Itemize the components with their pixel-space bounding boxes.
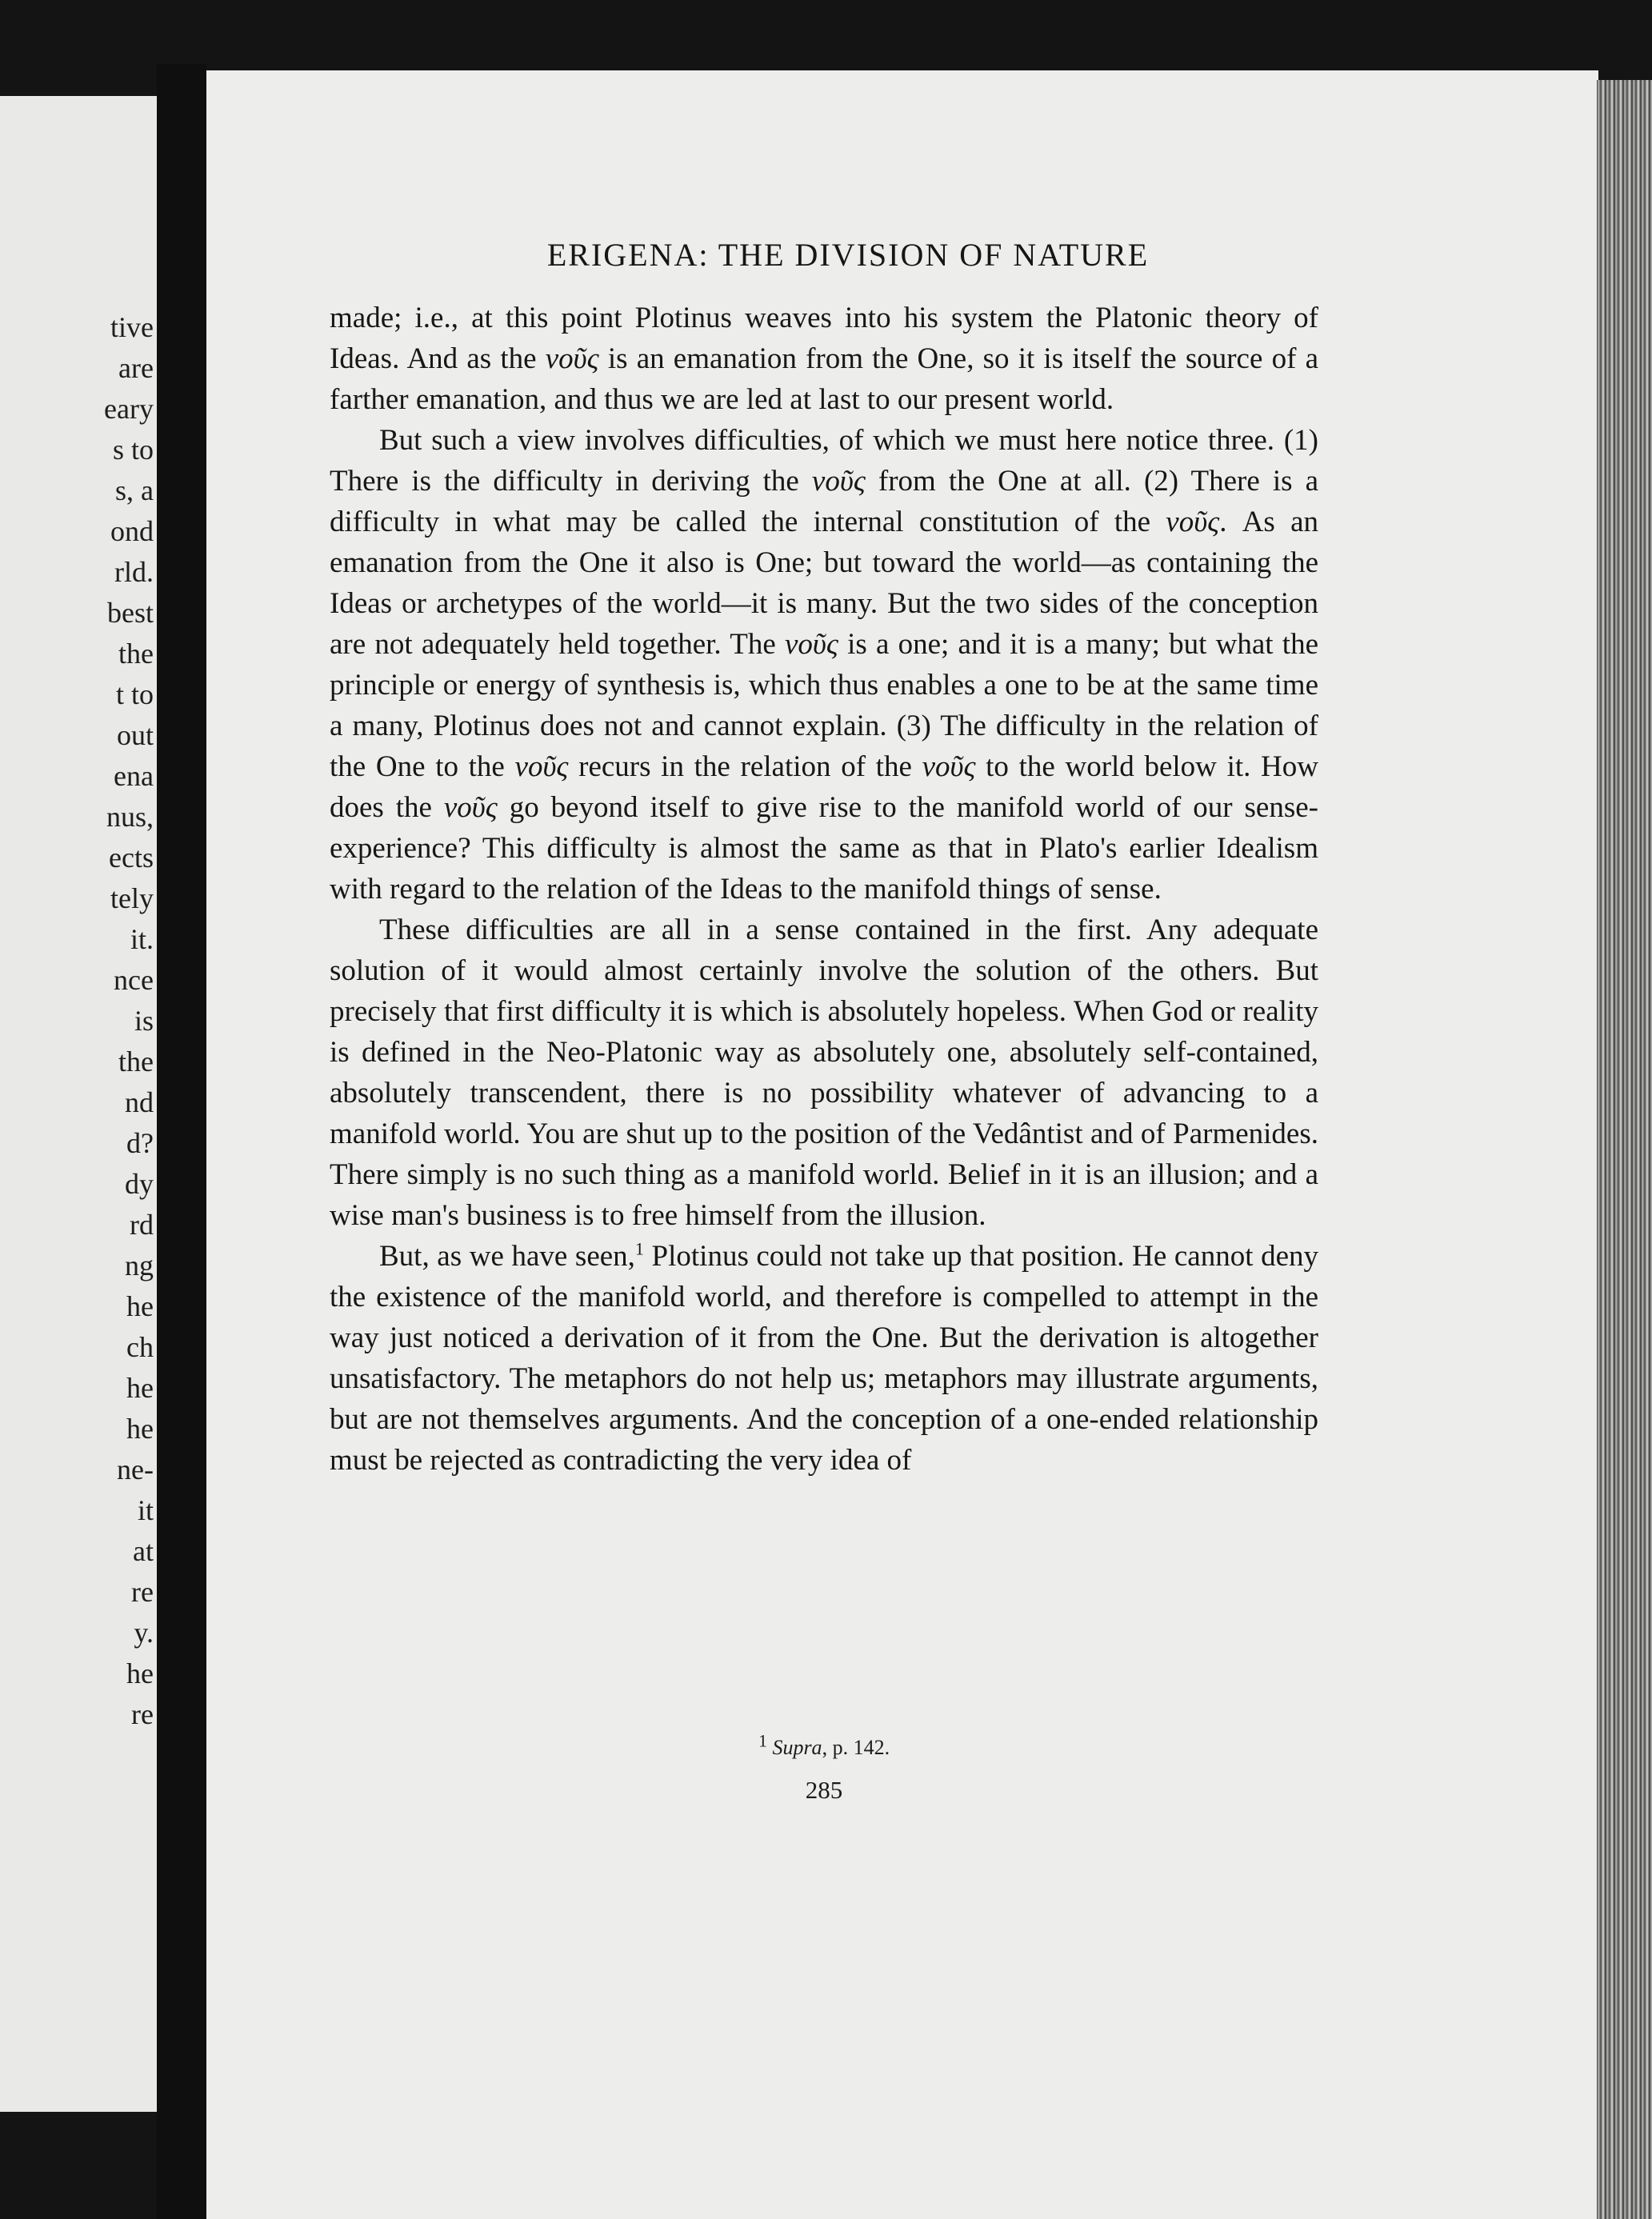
facing-page-line-fragment: d? — [126, 1127, 154, 1159]
running-head: ERIGENA: THE DIVISION OF NATURE — [546, 237, 1150, 273]
greek-word: νοῦς — [443, 791, 498, 824]
facing-page-line-fragment: tely — [110, 882, 154, 914]
facing-page-line-fragment: nce — [114, 964, 154, 996]
facing-page-line-fragment: eary — [104, 393, 154, 425]
paragraph-3: These difficulties are all in a sense contained in the first. Any adequate solution of it would almost certainly involve the solution of the others. But precisely that first difficulty it is which is absolutely hopeless. When God or reality is defined in the Neo-Platonic way as absolutely one, absolutely self-contained, absolutely transcendent, there is no possibility whatever of advancing to a manifold world. You are shut up to the position of the Vedântist and of Parmenides. There simply is no such thing as a manifold world. Belief in it is an illusion; and a wise man's business is to free himself from the illusion. — [330, 914, 1318, 1232]
facing-page-line-fragment: is — [134, 1005, 154, 1037]
book-gutter — [157, 64, 206, 2219]
footnote-number: 1 — [758, 1730, 767, 1751]
facing-page-line-fragment: nd — [125, 1086, 154, 1118]
facing-page-line-fragment: the — [118, 638, 154, 670]
facing-page-line-fragment: are — [118, 352, 154, 384]
page-edges — [1597, 80, 1652, 2219]
footnote-ref: Supra — [772, 1736, 822, 1759]
facing-page-line-fragment: s to — [112, 434, 154, 466]
facing-page-line-fragment: best — [107, 597, 154, 629]
greek-word: νοῦς — [545, 342, 599, 375]
facing-page-line-fragment: ng — [125, 1249, 154, 1281]
facing-page-line-fragment: he — [126, 1290, 154, 1322]
facing-page-line-fragment: out — [116, 719, 154, 751]
facing-page-line-fragment: it. — [130, 923, 154, 955]
body-text — [330, 298, 1318, 1721]
footnote — [330, 1730, 1318, 1760]
greek-word: νοῦς — [922, 750, 976, 783]
facing-page-line-fragment: nus, — [106, 801, 154, 833]
facing-page-line-fragment: tive — [110, 311, 154, 343]
facing-page-line-fragment: rd — [130, 1209, 154, 1241]
paragraph-4: But, as we have seen,$^1$ Plotinus could not take up that position. He cannot deny the existence of the manifold world, and therefore is compelled to attempt in the way just noticed a derivation of it from the One. But the derivation is altogether unsatisfactory. The metaphors do not help us; metaphors may illustrate arguments, but are not themselves arguments. And the conception of a one-ended relationship must be rejected as contradicting the very idea of — [330, 1238, 1318, 1477]
greek-word: νοῦς — [514, 750, 569, 783]
facing-page-line-fragment: re — [131, 1698, 154, 1730]
facing-page-line-fragment: ena — [114, 760, 154, 792]
facing-page-line-fragment: he — [126, 1413, 154, 1445]
footnote-marker: 1 — [634, 1238, 644, 1259]
greek-word: νοῦς — [811, 465, 866, 498]
paragraph-1: made; i.e., at this point Plotinus weaves into his system the Platonic theory of Ideas. And as the νοῦς is an emanation from the One, so it is itself the source of a farther emanation, and thus we are led at last to our present world. — [330, 302, 1318, 416]
facing-page-line-fragment: dy — [125, 1168, 154, 1200]
paragraph-2: But such a view involves difficulties, of which we must here notice three. (1) There is the difficulty in deriving the νοῦς from the One at all. (2) There is a difficulty in what may be called the internal constitution of the νοῦς. As an emanation from the One it also is One; but toward the world—as containing the Ideas or archetypes of the world—it is many. But the two sides of the conception are not adequately held together. The νοῦς is a one; and it is a many; but what the principle or energy of synthesis is, which thus enables a one to be at the same time a many, Plotinus does not and cannot explain. (3) The difficulty in the relation of the One to the νοῦς recurs in the relation of the νοῦς to the world below it. How does the νοῦς go beyond itself to give rise to the manifold world of our sense-experience? This difficulty is almost the same as that in Plato's earlier Idealism with regard to the relation of the Ideas to the manifold things of sense. — [330, 424, 1318, 906]
greek-word: νοῦς — [784, 628, 838, 661]
facing-page-line-fragment: ne- — [117, 1453, 154, 1485]
facing-page-fragment — [0, 96, 160, 2112]
facing-page-line-fragment: he — [126, 1372, 154, 1404]
greek-word: νοῦς — [1166, 506, 1220, 538]
facing-page-line-fragment: s, a — [115, 474, 154, 506]
facing-page-line-fragment: at — [133, 1535, 154, 1567]
facing-page-line-fragment: y. — [134, 1617, 154, 1649]
facing-page-line-fragment: rld. — [114, 556, 154, 588]
facing-page-line-fragment: t to — [115, 678, 154, 710]
facing-page-line-fragment: the — [118, 1046, 154, 1078]
facing-page-line-fragment: ch — [126, 1331, 154, 1363]
facing-page-line-fragment: re — [131, 1576, 154, 1608]
facing-page-line-fragment: ects — [109, 842, 154, 874]
footnote-page: , p. 142. — [822, 1736, 890, 1759]
page-number: 285 — [805, 1776, 843, 1804]
facing-page-line-fragment: it — [137, 1494, 154, 1526]
facing-page-line-fragment: he — [126, 1657, 154, 1689]
facing-page-line-fragment: ond — [110, 515, 154, 547]
